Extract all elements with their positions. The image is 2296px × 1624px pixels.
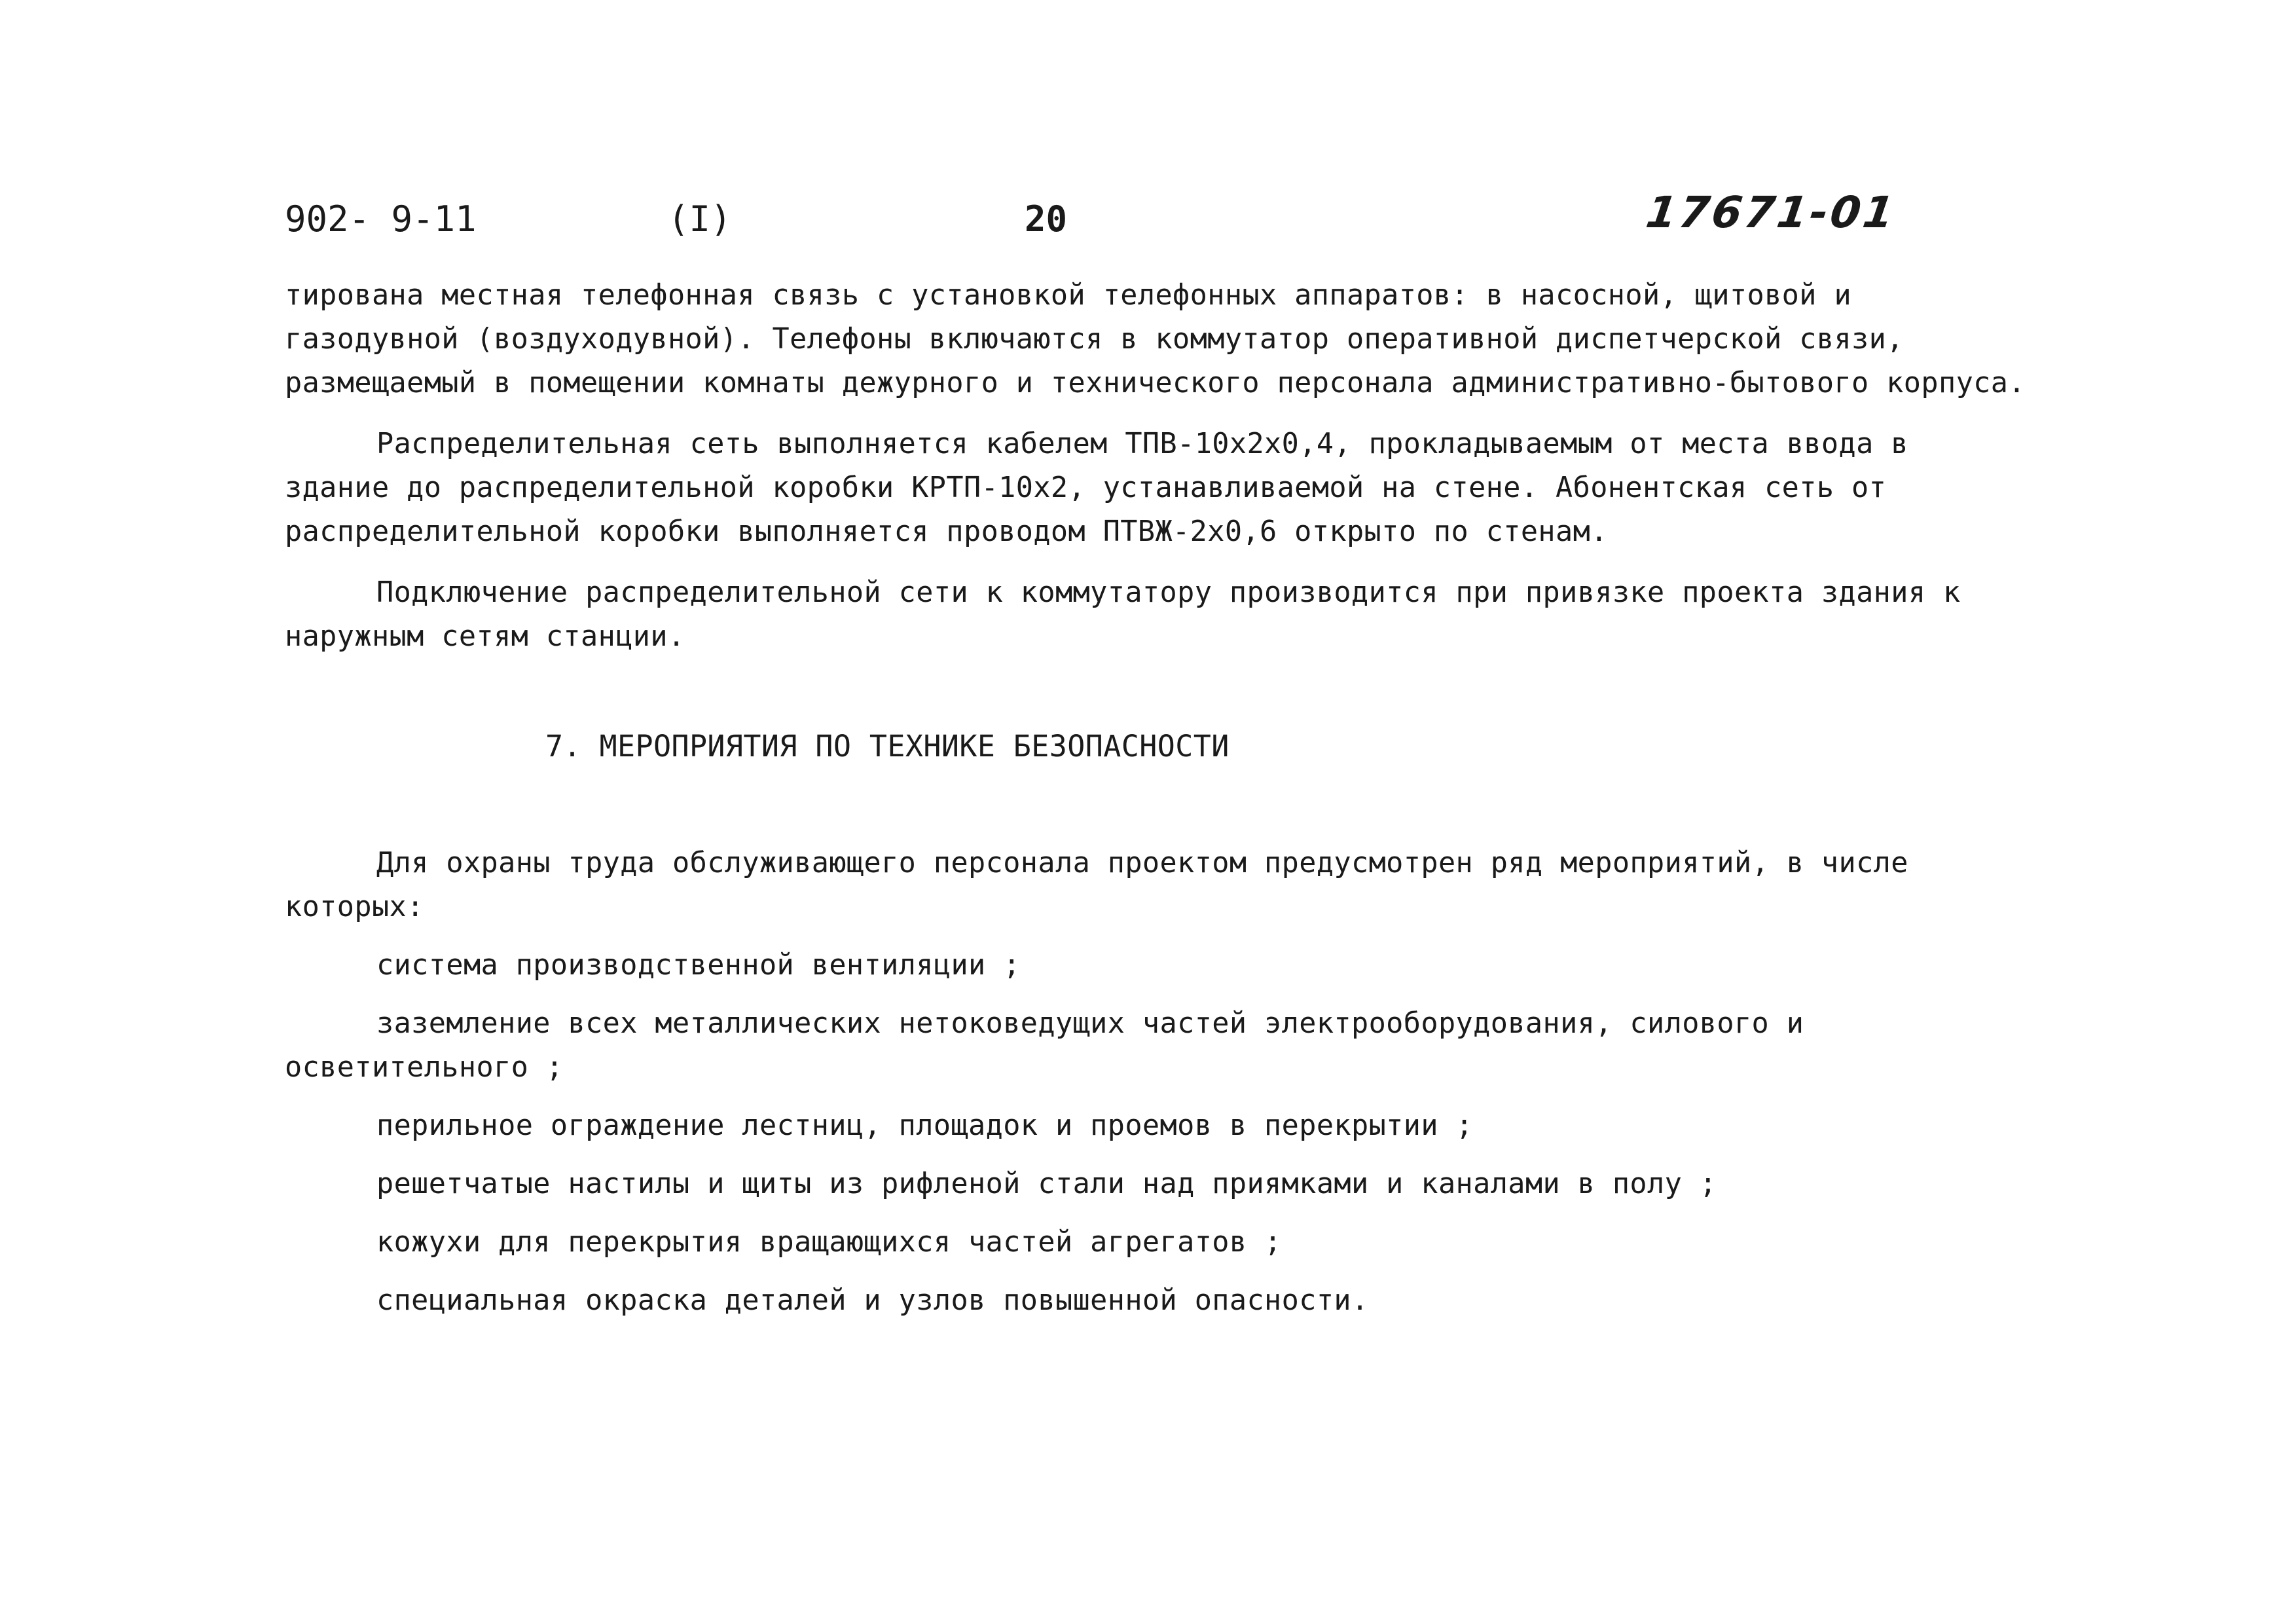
list-item: специальная окраска деталей и узлов повышенной опасности. <box>376 1284 1369 1317</box>
paragraph-distribution-network: Распределительная сеть выполняется кабелем ТПВ-10х2х0,4, прокладываемым от места ввода в здание до распределительной коробки КРТП-10х2, устанавливаемой на стене. Абонентская сеть от распределительной коробки выполняется проводом ПТВЖ-2х0,6 открыто по стенам. <box>285 428 1908 548</box>
list-item: решетчатые настилы и щиты из рифленой стали над приямками и каналами в полу ; <box>376 1168 1717 1200</box>
section-number: (I) <box>668 198 732 240</box>
paragraph-connection: Подключение распределительной сети к коммутатору производится при привязке проекта здания к наружным сетям станции. <box>285 576 1961 653</box>
paragraph-intro: Для охраны труда обслуживающего персонала проектом предусмотрен ряд мероприятий, в числе которых: <box>285 847 1908 923</box>
list-item: кожухи для перекрытия вращающихся частей агрегатов ; <box>376 1226 1282 1259</box>
list-item: система производственной вентиляции ; <box>376 949 1021 982</box>
inventory-number: 17671-01 <box>1643 187 1900 238</box>
section-heading: 7. МЕРОПРИЯТИЯ ПО ТЕХНИКЕ БЕЗОПАСНОСТИ <box>545 729 1230 764</box>
document-body <box>285 274 2105 1337</box>
paragraph-telephone-continuation: тирована местная телефонная связь с установкой телефонных аппаратов: в насосной, щитовой и газодувной (воздуходувной). Телефоны включаются в коммутатор оперативной диспетчерской связи, размещаемый в помещении комнаты дежурного и технического персонала административно-бытового корпуса. <box>285 279 2026 399</box>
list-item: заземление всех металлических нетоковедущих частей электрооборудования, силового и осветительного ; <box>285 1007 1804 1084</box>
list-item: перильное ограждение лестниц, площадок и проемов в перекрытии ; <box>376 1109 1474 1142</box>
document-code: 902- 9-11 <box>285 198 477 240</box>
page-number: 20 <box>1025 198 1068 240</box>
